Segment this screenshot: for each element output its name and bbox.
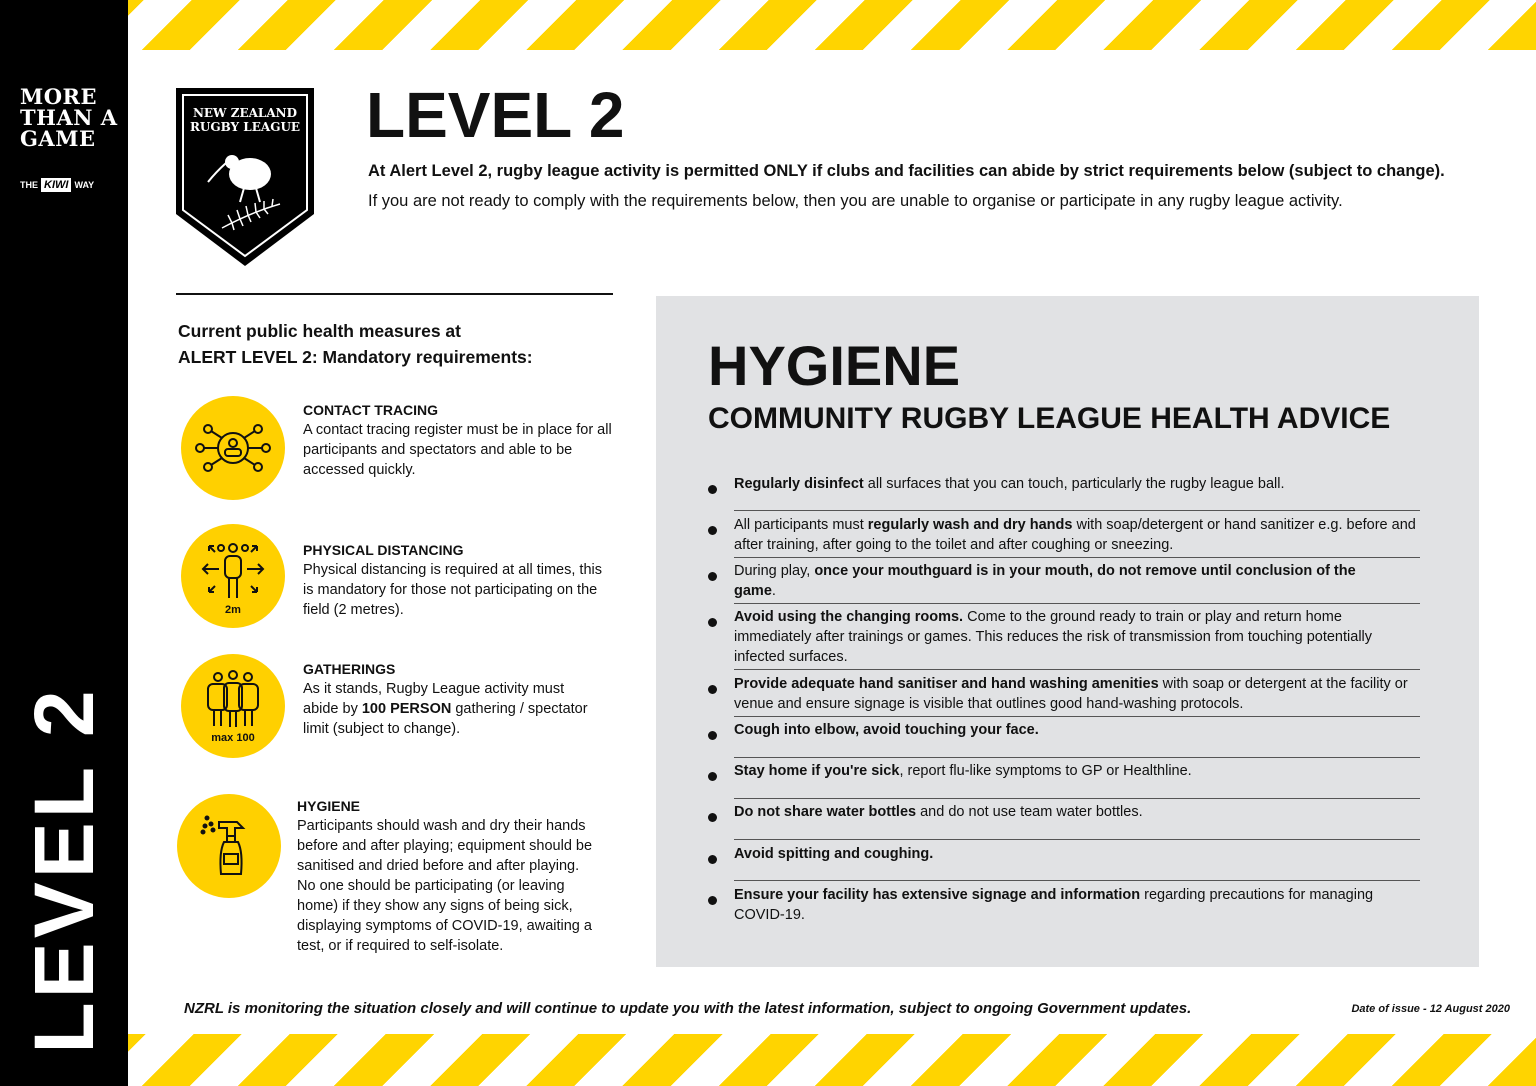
intro-bold-text: At Alert Level 2, rugby league activity is permitted ONLY if clubs and facilities can abide by strict requirements below (subject to change). (368, 162, 1445, 180)
contact-tracing-measure (303, 400, 615, 480)
advice-item: During play, once your mouthguard is in your mouth, do not remove until conclusion of the game. (708, 561, 1422, 601)
advice-divider (734, 839, 1420, 840)
advice-item: Do not share water bottles and do not use team water bottles. (708, 802, 1422, 822)
page-title: LEVEL 2 (366, 79, 625, 151)
top-hazard-stripe (128, 0, 1536, 50)
measure-title: PHYSICAL DISTANCING (303, 542, 464, 558)
gatherings-limit: 100 PERSON (361, 701, 452, 717)
hygiene-advice-panel (656, 296, 1479, 967)
advice-item: Provide adequate hand sanitiser and hand washing amenities with soap or detergent at the facility or venue and ensure signage is visible that outlines good hand-washing protocols. (708, 674, 1422, 714)
physical-distancing-icon (181, 524, 285, 628)
spray-bottle-icon (177, 794, 281, 898)
advice-item: Ensure your facility has extensive signage and information regarding precautions for managing COVID-19. (708, 885, 1422, 925)
intro-text: If you are not ready to comply with the requirements below, then you are unable to organise or participate in any rugby league activity. (368, 192, 1343, 210)
measure-description (303, 679, 603, 739)
distance-icon-label: 2m (225, 604, 241, 616)
nzrl-shield-logo (174, 86, 316, 268)
gatherings-text-part: As it stands, Rugby League activity must abide by (303, 681, 565, 717)
more-than-a-game-brand (20, 86, 120, 149)
advice-divider (734, 716, 1420, 717)
gatherings-measure (303, 659, 603, 739)
kiwi-way-suffix: WAY (74, 180, 95, 190)
measure-description: A contact tracing register must be in place for all participants and spectators and able to be accessed quickly. (303, 422, 612, 478)
measures-heading-line-1: Current public health measures at (178, 321, 461, 341)
measure-title: HYGIENE (297, 798, 361, 814)
advice-item: Stay home if you're sick, report flu-like symptoms to GP or Healthline. (708, 761, 1422, 781)
measures-heading-line-2: ALERT LEVEL 2: Mandatory requirements: (178, 347, 533, 367)
bullet-icon (708, 618, 717, 627)
sidebar (0, 0, 128, 1086)
measures-heading (178, 318, 608, 370)
advice-item: Avoid using the changing rooms. Come to the ground ready to train or play and return home immediately after trainings or games. This reduces the risk of transmission from touching potentially infected surfaces. (708, 607, 1422, 667)
advice-item: Regularly disinfect all surfaces that you can touch, particularly the rugby league ball. (708, 474, 1422, 494)
gatherings-icon (181, 654, 285, 758)
kiwi-way-highlight: KIWI (41, 178, 71, 192)
kiwi-way-logo (20, 178, 94, 192)
issue-date: Date of issue - 12 August 2020 (1351, 1003, 1510, 1015)
bullet-icon (708, 572, 717, 581)
logo-line-1: NEW ZEALAND (192, 106, 298, 120)
measure-description: Participants should wash and dry their hands before and after playing; equipment should be sanitised and dried before and after playing. No one should be participating (or leaving home) if they show any signs of being sick, displaying symptoms of COVID-19, awaiting a test, or if required to self-isolate. (297, 818, 593, 954)
advice-item: Cough into elbow, avoid touching your face. (708, 720, 1422, 740)
measure-title: GATHERINGS (303, 661, 396, 677)
advice-divider (734, 757, 1420, 758)
kiwi-way-prefix: THE (20, 180, 38, 190)
bottom-hazard-stripe (128, 1034, 1536, 1086)
footer-note: NZRL is monitoring the situation closely and will continue to update you with the latest information, subject to ongoing Government updates. (184, 1000, 1192, 1017)
gatherings-text-part: gathering / spectator limit (subject to change). (303, 701, 588, 737)
advice-divider (734, 798, 1420, 799)
section-divider (176, 293, 613, 295)
brand-line: THAN A (20, 105, 118, 130)
advice-divider (734, 603, 1420, 604)
bullet-icon (708, 526, 717, 535)
sidebar-level-label: LEVEL 2 (17, 686, 111, 1054)
hygiene-measure (297, 796, 597, 956)
bullet-icon (708, 855, 717, 864)
gatherings-icon-label: max 100 (211, 732, 255, 744)
brand-line: MORE (20, 84, 97, 109)
bullet-icon (708, 485, 717, 494)
advice-divider (734, 510, 1420, 511)
contact-tracing-icon (181, 396, 285, 500)
logo-line-2: RUGBY LEAGUE (189, 120, 301, 134)
measure-description: Physical distancing is required at all times, this is mandatory for those not participating on the field (2 metres). (303, 562, 602, 618)
panel-subtitle: COMMUNITY RUGBY LEAGUE HEALTH ADVICE (708, 402, 1391, 435)
panel-title: HYGIENE (708, 334, 961, 397)
brand-line: GAME (20, 126, 96, 151)
measure-title: CONTACT TRACING (303, 402, 439, 418)
advice-divider (734, 557, 1420, 558)
advice-item: Avoid spitting and coughing. (708, 844, 1422, 864)
advice-divider (734, 880, 1420, 881)
bullet-icon (708, 813, 717, 822)
bullet-icon (708, 731, 717, 740)
bullet-icon (708, 896, 717, 905)
advice-item: All participants must regularly wash and dry hands with soap/detergent or hand sanitizer e.g. before and after training, after going to the toilet and after coughing or sneezing. (708, 515, 1422, 555)
bullet-icon (708, 685, 717, 694)
advice-divider (734, 669, 1420, 670)
bullet-icon (708, 772, 717, 781)
physical-distancing-measure (303, 540, 603, 620)
